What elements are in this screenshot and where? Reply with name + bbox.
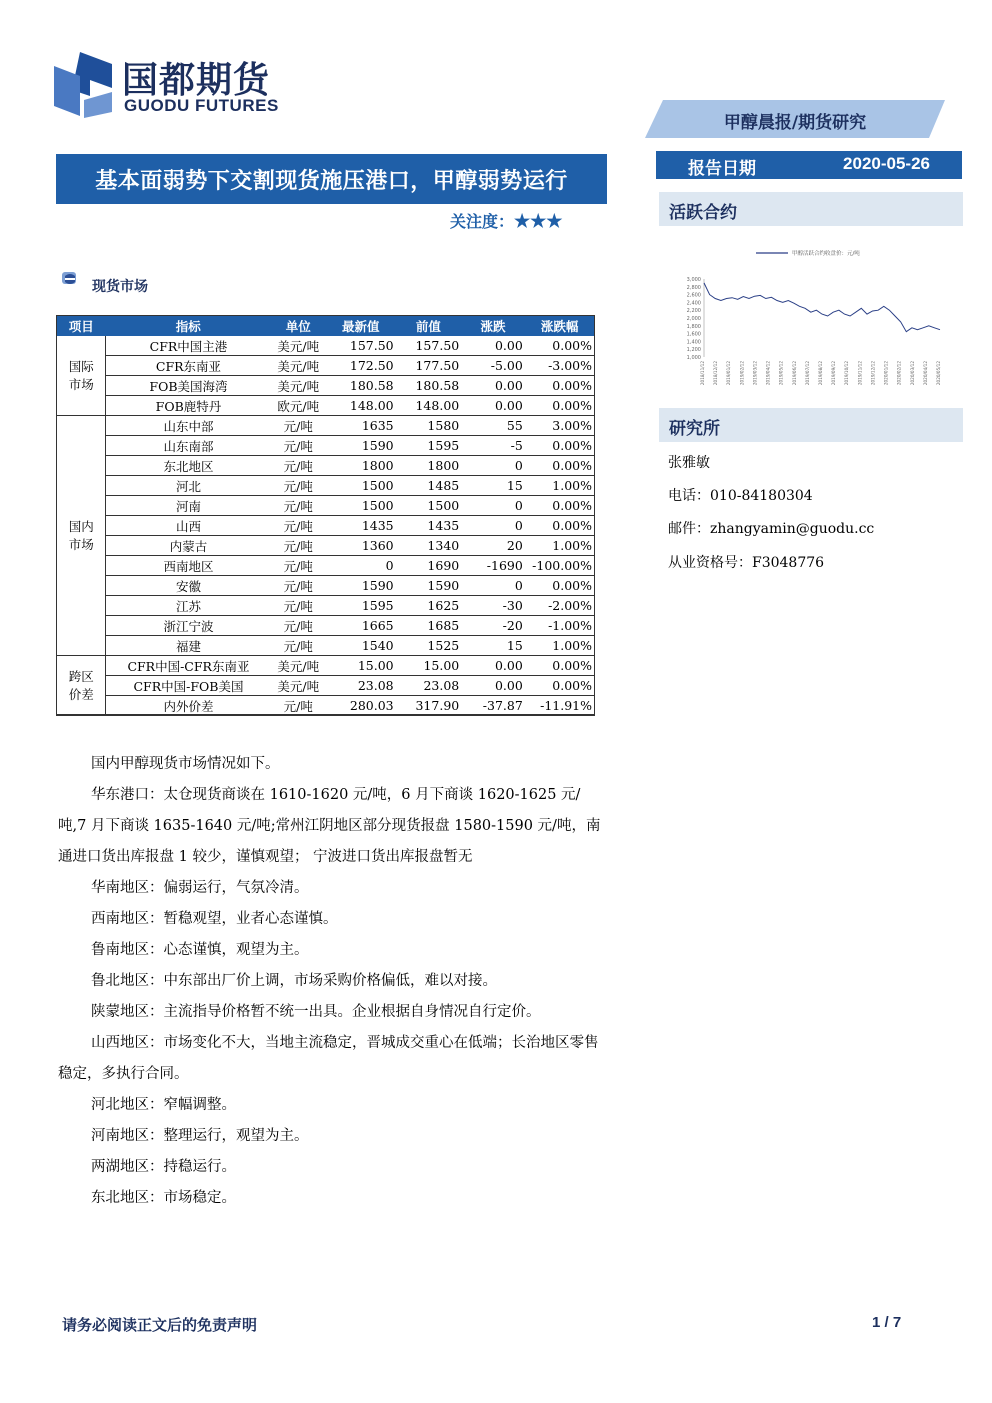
table-cell: -30 <box>461 596 525 616</box>
report-date-label: 报告日期 <box>688 159 756 179</box>
table-cell: 0.00% <box>525 576 595 596</box>
price-series-line <box>704 283 940 332</box>
x-tick-label: 2020/02/12 <box>896 361 902 386</box>
table-cell: -20 <box>461 616 525 636</box>
table-cell: 美元/吨 <box>270 336 326 356</box>
report-date-bar <box>656 151 962 179</box>
table-cell: 0.00% <box>525 396 595 416</box>
table-cell: 西南地区 <box>106 556 271 576</box>
x-tick-label: 2019/11/12 <box>857 361 863 386</box>
table-cell: 157.50 <box>396 336 462 356</box>
table-cell: 0.00 <box>461 376 525 396</box>
table-row <box>57 456 595 476</box>
table-cell: 1635 <box>326 416 396 436</box>
report-type-banner <box>645 100 945 138</box>
table-header-row <box>57 316 595 336</box>
table-cell: 15.00 <box>396 656 462 676</box>
table-header-cell: 指标 <box>106 316 271 336</box>
x-tick-label: 2018/12/12 <box>713 361 719 386</box>
table-row <box>57 656 595 676</box>
x-tick-label: 2020/03/12 <box>909 361 915 386</box>
table-cell: 山东中部 <box>106 416 271 436</box>
table-row <box>57 516 595 536</box>
table-cell: 0.00% <box>525 436 595 456</box>
y-tick-label: 2,000 <box>686 316 701 322</box>
table-cell: CFR中国主港 <box>106 336 271 356</box>
table-cell: 1590 <box>326 576 396 596</box>
table-row <box>57 476 595 496</box>
y-tick-label: 1,800 <box>686 323 701 330</box>
x-tick-label: 2019/08/12 <box>818 361 823 386</box>
table-cell: -100.00% <box>525 556 595 576</box>
table-cell: 280.03 <box>326 696 396 716</box>
commentary-paragraph: 山西地区：市场变化不大，当地主流稳定，晋城成交重心在低端；长治地区零售稳定，多执行合同。 <box>58 1035 599 1082</box>
table-cell: 1590 <box>396 576 462 596</box>
table-cell: 15.00 <box>326 656 396 676</box>
table-cell: 1625 <box>396 596 462 616</box>
report-title: 基本面弱势下交割现货施压港口，甲醇弱势运行 <box>95 168 568 194</box>
table-row <box>57 536 595 556</box>
y-tick-label: 1,200 <box>686 347 701 354</box>
y-tick-label: 1,000 <box>686 355 701 361</box>
table-cell: 0.00% <box>525 676 595 696</box>
table-cell: 山西 <box>106 516 271 536</box>
table-cell: -2.00% <box>525 596 595 616</box>
table-row <box>57 696 595 716</box>
table-row <box>57 676 595 696</box>
logo-name-en: GUODU FUTURES <box>124 96 279 115</box>
table-cell: 美元/吨 <box>270 676 326 696</box>
table-row <box>57 436 595 456</box>
table-row <box>57 356 595 376</box>
commentary-paragraph: 华南地区：偏弱运行，气氛冷清。 <box>91 880 309 896</box>
x-tick-label: 2019/02/12 <box>739 361 745 386</box>
table-group-label: 跨区 价差 <box>57 656 106 716</box>
table-cell: 1595 <box>396 436 462 456</box>
table-cell: 0.00% <box>525 336 595 356</box>
commentary-paragraph: 华东港口：太仓现货商谈在 1610-1620 元/吨，6 月下商谈 1620-1625 元/吨,7 月下商谈 1635-1640 元/吨;常州江阴地区部分现货报盘 1580-1590 元/吨，南通进口货出库报盘 1 较少，谨慎观望； 宁波进口货出库报盘暂无 <box>58 787 601 865</box>
table-cell: 河南 <box>106 496 271 516</box>
analyst-license: 从业资格号：F3048776 <box>668 555 825 571</box>
table-cell: 浙江宁波 <box>106 616 271 636</box>
table-cell: 1800 <box>326 456 396 476</box>
table-cell: 157.50 <box>326 336 396 356</box>
table-cell: -1.00% <box>525 616 595 636</box>
logo-name-cn: 国都期货 <box>122 60 271 101</box>
table-cell: 元/吨 <box>270 416 326 436</box>
table-row <box>57 596 595 616</box>
table-cell: 0.00 <box>461 396 525 416</box>
table-cell: 148.00 <box>396 396 462 416</box>
table-cell: 美元/吨 <box>270 356 326 376</box>
table-cell: 元/吨 <box>270 636 326 656</box>
table-cell: 元/吨 <box>270 436 326 456</box>
table-cell: 元/吨 <box>270 456 326 476</box>
table-cell: 1500 <box>396 496 462 516</box>
table-cell: 内蒙古 <box>106 536 271 556</box>
commentary-paragraph: 西南地区：暂稳观望，业者心态谨慎。 <box>91 911 338 927</box>
table-cell: 23.08 <box>326 676 396 696</box>
table-cell: 15 <box>461 476 525 496</box>
table-cell: 1525 <box>396 636 462 656</box>
report-type-label: 甲醇晨报/期货研究 <box>723 113 867 133</box>
table-cell: 0.00 <box>461 656 525 676</box>
table-cell: 元/吨 <box>270 556 326 576</box>
x-tick-label: 2019/06/12 <box>791 361 797 386</box>
table-cell: -11.91% <box>525 696 595 716</box>
table-cell: 0.00% <box>525 516 595 536</box>
table-cell: 元/吨 <box>270 536 326 556</box>
table-cell: 317.90 <box>396 696 462 716</box>
table-cell: 1590 <box>326 436 396 456</box>
analyst-name: 张雅敏 <box>668 455 710 471</box>
table-cell: 0.00% <box>525 376 595 396</box>
table-cell: 江苏 <box>106 596 271 616</box>
y-tick-label: 1,400 <box>686 339 701 346</box>
table-cell: 1485 <box>396 476 462 496</box>
report-title-bar <box>56 154 607 204</box>
table-cell: 3.00% <box>525 416 595 436</box>
table-header-cell: 前值 <box>396 316 462 336</box>
table-cell: FOB鹿特丹 <box>106 396 271 416</box>
table-cell: 1360 <box>326 536 396 556</box>
table-cell: -1690 <box>461 556 525 576</box>
table-row <box>57 376 595 396</box>
table-cell: 1500 <box>326 476 396 496</box>
commentary-paragraph: 东北地区：市场稳定。 <box>91 1190 236 1206</box>
table-cell: 安徽 <box>106 576 271 596</box>
table-cell: CFR中国-CFR东南亚 <box>106 656 271 676</box>
x-tick-label: 2019/12/12 <box>870 361 876 386</box>
table-row <box>57 636 595 656</box>
table-cell: 1.00% <box>525 636 595 656</box>
table-cell: 1.00% <box>525 536 595 556</box>
section-title: 现货市场 <box>92 279 148 295</box>
table-cell: 河北 <box>106 476 271 496</box>
analyst-email[interactable]: 邮件：zhangyamin@guodu.cc <box>668 521 875 537</box>
table-cell: 23.08 <box>396 676 462 696</box>
page-number: 1 / 7 <box>872 1314 902 1331</box>
table-cell: 元/吨 <box>270 596 326 616</box>
table-cell: 0.00 <box>461 336 525 356</box>
table-cell: 1435 <box>326 516 396 536</box>
table-cell: 148.00 <box>326 396 396 416</box>
table-cell: 180.58 <box>396 376 462 396</box>
table-cell: 20 <box>461 536 525 556</box>
table-cell: 山东南部 <box>106 436 271 456</box>
table-cell: -37.87 <box>461 696 525 716</box>
table-cell: 内外价差 <box>106 696 271 716</box>
table-cell: 1435 <box>396 516 462 536</box>
table-cell: 0.00% <box>525 496 595 516</box>
table-cell: 1665 <box>326 616 396 636</box>
section-icon <box>60 270 80 288</box>
table-cell: 180.58 <box>326 376 396 396</box>
y-tick-label: 3,000 <box>686 277 701 283</box>
table-row <box>57 416 595 436</box>
table-cell: 元/吨 <box>270 476 326 496</box>
company-logo <box>50 50 300 120</box>
table-row <box>57 396 595 416</box>
table-row <box>57 336 595 356</box>
table-cell: 美元/吨 <box>270 376 326 396</box>
table-cell: 1800 <box>396 456 462 476</box>
table-cell: 0 <box>326 556 396 576</box>
table-cell: 177.50 <box>396 356 462 376</box>
table-cell: 1500 <box>326 496 396 516</box>
table-header-cell: 项目 <box>57 316 106 336</box>
table-cell: -5 <box>461 436 525 456</box>
table-group-label: 国内 市场 <box>57 416 106 656</box>
table-cell: CFR中国-FOB美国 <box>106 676 271 696</box>
table-cell: 1595 <box>326 596 396 616</box>
table-group-label: 国际 市场 <box>57 336 106 416</box>
focus-rating <box>450 209 562 232</box>
table-cell: 美元/吨 <box>270 656 326 676</box>
star-rating-icon: ★★★ <box>514 211 563 232</box>
analyst-phone: 电话：010-84180304 <box>668 488 813 504</box>
research-label: 研究所 <box>669 419 720 439</box>
market-commentary <box>58 749 603 1214</box>
table-cell: 元/吨 <box>270 616 326 636</box>
report-date-value: 2020-05-26 <box>843 154 930 173</box>
x-tick-label: 2019/10/12 <box>844 361 850 386</box>
table-cell: 15 <box>461 636 525 656</box>
table-row <box>57 556 595 576</box>
y-tick-label: 2,800 <box>686 284 701 291</box>
table-cell: 1685 <box>396 616 462 636</box>
x-tick-label: 2019/05/12 <box>778 361 784 386</box>
x-tick-label: 2019/01/12 <box>726 361 732 386</box>
disclaimer-notice[interactable]: 请务必阅读正文后的免责声明 <box>62 1316 258 1334</box>
table-cell: 元/吨 <box>270 496 326 516</box>
table-cell: 55 <box>461 416 525 436</box>
x-tick-label: 2019/04/12 <box>765 361 771 386</box>
y-tick-label: 2,600 <box>686 292 701 299</box>
x-tick-label: 2018/11/12 <box>700 361 705 386</box>
commentary-paragraph: 鲁北地区：中东部出厂价上调，市场采购价格偏低，难以对接。 <box>91 973 497 989</box>
table-row <box>57 496 595 516</box>
table-cell: 元/吨 <box>270 576 326 596</box>
active-contract-label: 活跃合约 <box>669 203 737 223</box>
table-cell: 172.50 <box>326 356 396 376</box>
x-tick-label: 2020/01/12 <box>883 361 889 386</box>
active-contract-header <box>659 192 963 226</box>
table-cell: 东北地区 <box>106 456 271 476</box>
research-header <box>659 408 963 442</box>
table-cell: 1690 <box>396 556 462 576</box>
logo-mark-icon <box>50 50 116 120</box>
y-tick-label: 2,200 <box>686 308 701 315</box>
table-cell: 0 <box>461 456 525 476</box>
table-header-cell: 涨跌 <box>461 316 525 336</box>
table-cell: 1580 <box>396 416 462 436</box>
table-cell: 1.00% <box>525 476 595 496</box>
table-cell: 0 <box>461 496 525 516</box>
commentary-paragraph: 国内甲醇现货市场情况如下。 <box>91 756 280 772</box>
table-cell: 1340 <box>396 536 462 556</box>
chart-legend: 甲醇活跃合约收盘价：元/吨 <box>792 251 860 257</box>
table-cell: 0.00% <box>525 656 595 676</box>
table-cell: 0 <box>461 516 525 536</box>
y-tick-label: 2,400 <box>686 300 701 307</box>
table-cell: -3.00% <box>525 356 595 376</box>
table-header-cell: 单位 <box>270 316 326 336</box>
table-cell: 元/吨 <box>270 696 326 716</box>
x-tick-label: 2020/05/12 <box>936 361 941 386</box>
table-row <box>57 616 595 636</box>
table-header-cell: 最新值 <box>326 316 396 336</box>
y-tick-label: 1,600 <box>686 331 701 338</box>
table-cell: -5.00 <box>461 356 525 376</box>
x-tick-label: 2020/04/12 <box>922 361 928 386</box>
x-tick-label: 2019/07/12 <box>804 361 810 386</box>
focus-label: 关注度： <box>450 212 515 231</box>
table-cell: 0.00% <box>525 456 595 476</box>
price-chart <box>672 243 962 388</box>
table-cell: CFR东南亚 <box>106 356 271 376</box>
table-cell: 元/吨 <box>270 516 326 536</box>
table-cell: 欧元/吨 <box>270 396 326 416</box>
commentary-paragraph: 陕蒙地区：主流指导价格暂不统一出具。企业根据自身情况自行定价。 <box>91 1004 541 1020</box>
table-cell: 0.00 <box>461 676 525 696</box>
commentary-paragraph: 河南地区：整理运行，观望为主。 <box>91 1128 309 1144</box>
table-row <box>57 576 595 596</box>
spot-market-table <box>56 315 595 716</box>
table-cell: FOB美国海湾 <box>106 376 271 396</box>
commentary-paragraph: 两湖地区：持稳运行。 <box>91 1159 236 1175</box>
x-tick-label: 2019/03/12 <box>752 361 758 386</box>
table-cell: 福建 <box>106 636 271 656</box>
table-cell: 1540 <box>326 636 396 656</box>
commentary-paragraph: 鲁南地区：心态谨慎，观望为主。 <box>91 942 309 958</box>
x-tick-label: 2019/09/12 <box>831 361 837 386</box>
table-header-cell: 涨跌幅 <box>525 316 595 336</box>
commentary-paragraph: 河北地区：窄幅调整。 <box>91 1097 236 1113</box>
table-cell: 0 <box>461 576 525 596</box>
